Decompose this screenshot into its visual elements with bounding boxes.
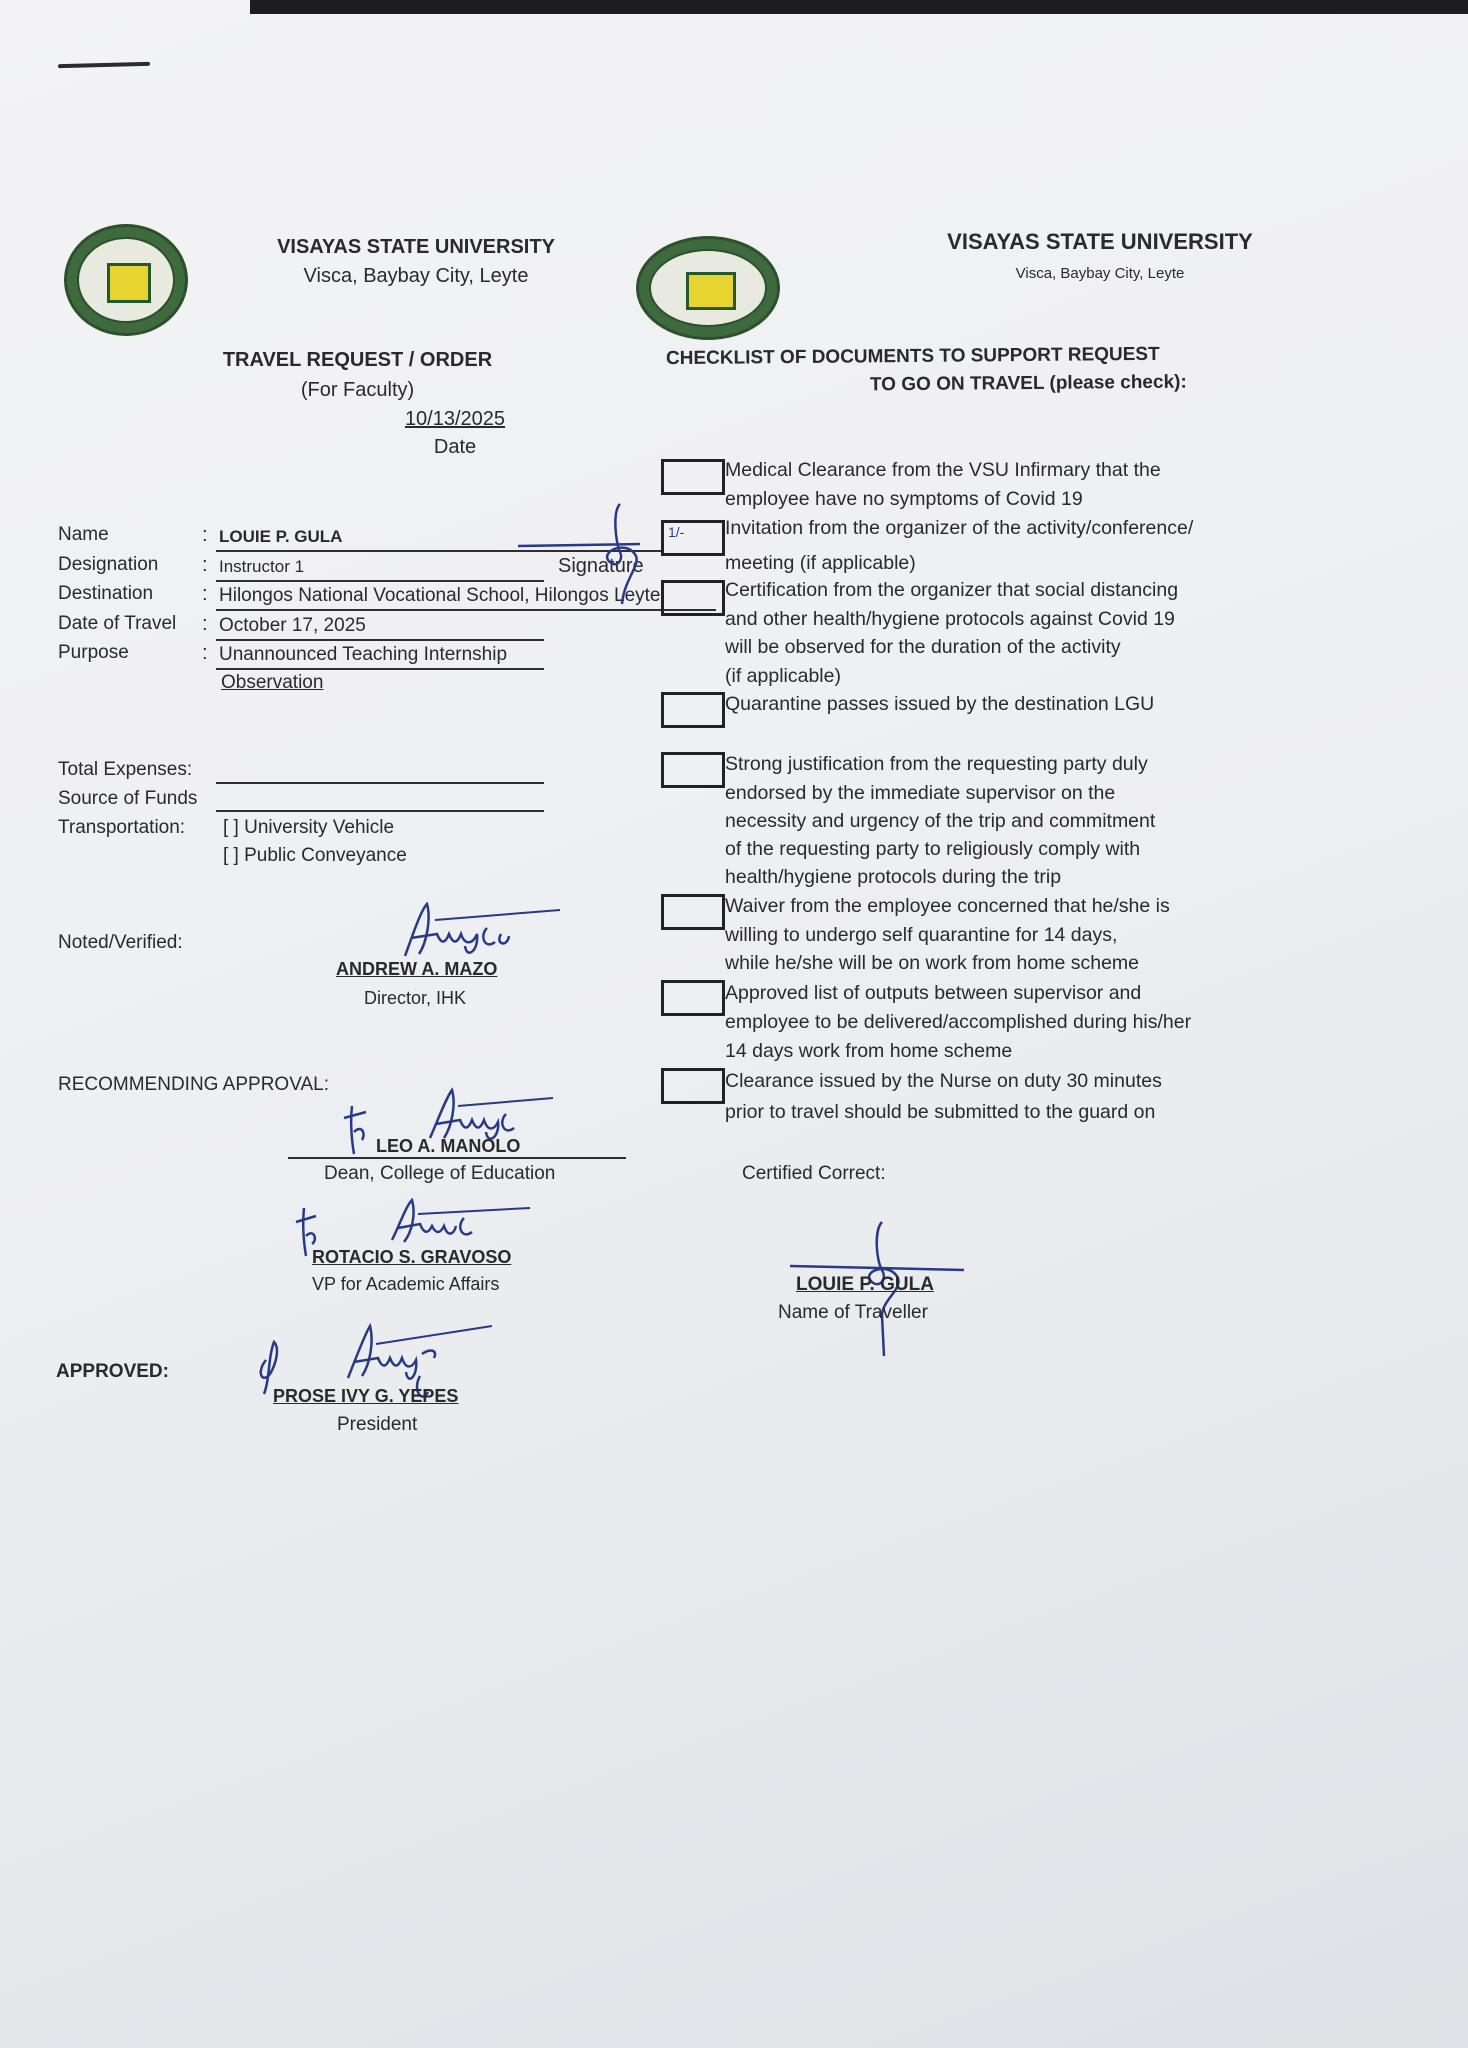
colon: : <box>202 524 208 546</box>
transportation-label: Transportation: <box>58 817 186 838</box>
name-label: Name <box>58 524 109 545</box>
president-title: President <box>337 1414 418 1435</box>
colon: : <box>202 642 208 664</box>
dean-name: LEO A. MANOLO <box>376 1136 521 1156</box>
purpose-value-line2: Observation <box>221 672 324 693</box>
source-of-funds-line <box>216 810 544 812</box>
checklist-item-certification-l2: and other health/hygiene protocols against Covid 19 <box>725 608 1175 630</box>
noted-verified-label: Noted/Verified: <box>58 932 183 953</box>
checklist-item-certification-l1: Certification from the organizer that social distancing <box>725 579 1179 601</box>
date-of-travel-value: October 17, 2025 <box>219 615 366 636</box>
source-of-funds-label: Source of Funds <box>58 788 198 809</box>
checkbox-nurse-clearance[interactable] <box>661 1068 725 1104</box>
request-date: 10/13/2025 <box>404 408 506 430</box>
date-of-travel-line <box>216 639 544 641</box>
noted-title: Director, IHK <box>364 988 467 1008</box>
checklist-item-medical-l1: Medical Clearance from the VSU Infirmary that the <box>725 459 1161 481</box>
destination-value: Hilongos National Vocational School, Hilongos Leyte <box>219 585 661 606</box>
checklist-item-waiver-l3: while he/she will be on work from home scheme <box>725 952 1140 974</box>
checklist-item-certification-l4: (if applicable) <box>725 665 841 687</box>
transport-option-public-conveyance: [ ] Public Conveyance <box>223 845 407 866</box>
president-name: PROSE IVY G. YEPES <box>273 1386 459 1406</box>
checklist-item-invitation-l1: Invitation from the organizer of the activity/conference/ <box>725 517 1194 539</box>
checklist-item-outputs-l2: employee to be delivered/accomplished during his/her <box>725 1011 1192 1033</box>
checklist-item-justification-l3: necessity and urgency of the trip and commitment <box>725 810 1156 832</box>
checklist-item-waiver-l1: Waiver from the employee concerned that he/she is <box>725 895 1170 917</box>
name-value: LOUIE P. GULA <box>219 527 343 546</box>
checkbox-medical-clearance[interactable] <box>661 459 725 495</box>
total-expenses-line <box>216 782 544 784</box>
designation-line <box>216 580 544 582</box>
total-expenses-label: Total Expenses: <box>58 759 193 780</box>
vp-name: ROTACIO S. GRAVOSO <box>312 1247 512 1267</box>
noted-name: ANDREW A. MAZO <box>336 959 498 979</box>
destination-label: Destination <box>58 583 154 604</box>
checklist-item-nurse-l2: prior to travel should be submitted to the guard on <box>725 1101 1156 1123</box>
approved-label: APPROVED: <box>56 1361 169 1382</box>
checklist-item-justification-l5: health/hygiene protocols during the trip <box>725 866 1062 888</box>
checklist-title-line2: TO GO ON TRAVEL (please check): <box>869 371 1187 396</box>
designation-label: Designation <box>58 554 159 575</box>
scan-edge-shadow <box>250 0 1468 14</box>
designation-value: Instructor 1 <box>219 557 305 576</box>
colon: : <box>202 554 208 576</box>
dean-line <box>288 1157 626 1159</box>
colon: : <box>202 613 208 635</box>
recommending-approval-label: RECOMMENDING APPROVAL: <box>58 1074 329 1095</box>
checklist-item-certification-l3: will be observed for the duration of the activity <box>725 636 1121 658</box>
checkbox-approved-outputs[interactable] <box>661 980 725 1016</box>
transport-option-university-vehicle: [ ] University Vehicle <box>223 817 395 838</box>
checklist-item-invitation-l2: meeting (if applicable) <box>725 552 916 574</box>
checklist-item-justification-l1: Strong justification from the requesting party duly <box>725 753 1148 775</box>
right-university-name: VISAYAS STATE UNIVERSITY <box>947 229 1253 254</box>
date-label: Date <box>433 436 477 458</box>
traveller-name: LOUIE P. GULA <box>796 1274 934 1295</box>
certified-correct-label: Certified Correct: <box>742 1163 886 1184</box>
checklist-item-outputs-l3: 14 days work from home scheme <box>725 1040 1013 1062</box>
form-subtitle: (For Faculty) <box>300 379 415 401</box>
checkbox-waiver[interactable] <box>661 894 725 930</box>
traveller-signature-mark <box>512 500 652 610</box>
checklist-item-quarantine: Quarantine passes issued by the destination LGU <box>725 693 1155 715</box>
checklist-item-outputs-l1: Approved list of outputs between supervisor and <box>725 982 1142 1004</box>
checklist-item-nurse-l1: Clearance issued by the Nurse on duty 30 minutes <box>725 1070 1162 1092</box>
purpose-line <box>216 668 544 670</box>
pen-mark <box>58 62 150 68</box>
form-title: TRAVEL REQUEST / ORDER <box>222 349 493 371</box>
checklist-item-waiver-l2: willing to undergo self quarantine for 14 days, <box>725 924 1118 946</box>
dean-title: Dean, College of Education <box>324 1163 556 1184</box>
left-university-name: VISAYAS STATE UNIVERSITY <box>277 236 555 258</box>
checklist-title-line1: CHECKLIST OF DOCUMENTS TO SUPPORT REQUEST <box>665 343 1160 370</box>
checkbox-quarantine-passes[interactable] <box>661 692 725 728</box>
left-university-address: Visca, Baybay City, Leyte <box>303 265 529 287</box>
date-of-travel-label: Date of Travel <box>58 613 177 634</box>
checkbox-strong-justification[interactable] <box>661 752 725 788</box>
colon: : <box>202 583 208 605</box>
purpose-label: Purpose <box>58 642 129 663</box>
vp-title: VP for Academic Affairs <box>312 1274 500 1294</box>
checklist-item-justification-l4: of the requesting party to religiously comply with <box>725 838 1141 860</box>
checkbox-certification[interactable] <box>661 580 725 616</box>
university-seal-right <box>636 236 780 340</box>
traveller-title: Name of Traveller <box>778 1302 928 1323</box>
checklist-item-justification-l2: endorsed by the immediate supervisor on the <box>725 782 1116 804</box>
checkbox-invitation[interactable]: 1/- <box>661 520 725 556</box>
university-seal-left <box>64 224 188 336</box>
signature-label: Signature <box>558 555 644 577</box>
purpose-value: Unannounced Teaching Internship <box>219 644 508 665</box>
checklist-item-medical-l2: employee have no symptoms of Covid 19 <box>725 488 1083 510</box>
right-university-address: Visca, Baybay City, Leyte <box>1015 265 1185 282</box>
